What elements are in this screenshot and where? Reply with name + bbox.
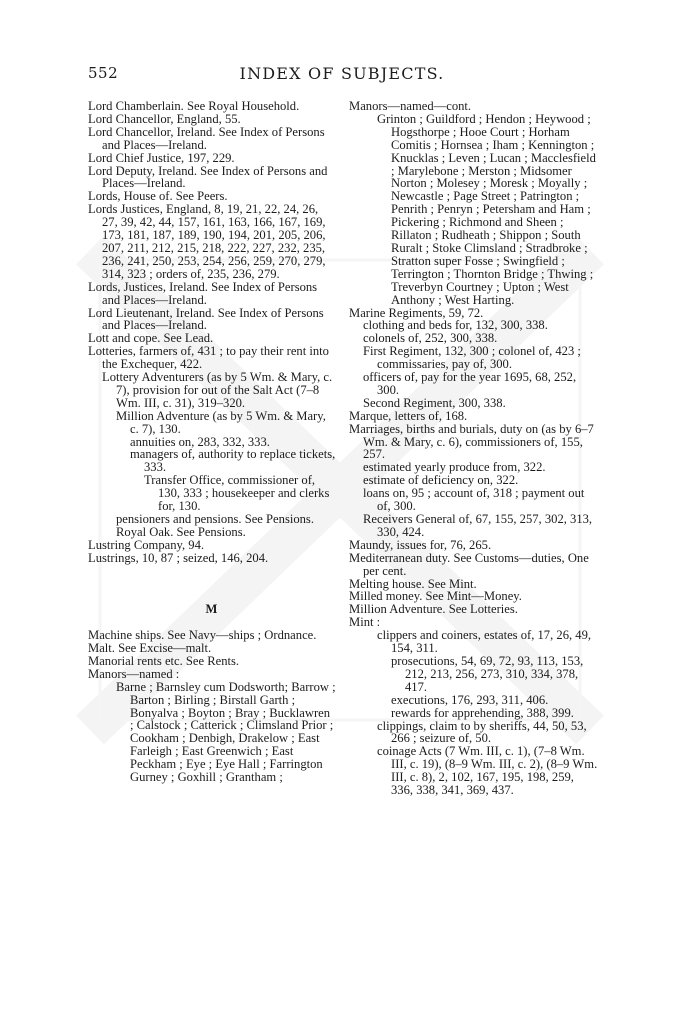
index-entry: Lord Deputy, Ireland. See Index of Persons and Places—Ireland. — [88, 163, 328, 191]
index-entry: Lotteries, farmers of, 431 ; to pay their rent into the Exchequer, 422. — [88, 344, 329, 372]
index-entry: Manors—named—cont. — [349, 99, 472, 113]
index-entry: Lustrings, 10, 87 ; seized, 146, 204. — [88, 550, 269, 565]
index-entry: Lords, Justices, Ireland. See Index of Persons and Places—Ireland. — [88, 279, 318, 307]
index-entry: officers of, pay for the year 1695, 68, 252, 300. — [363, 370, 577, 397]
index-entry: Marriages, births and burials, duty on (as by 6–7 Wm. & Mary, c. 6), commissioners of, 155, 257. — [349, 421, 594, 462]
index-entry: Lords Justices, England, 8, 19, 21, 22, 24, 26, 27, 39, 42, 44, 157, 161, 163, 166, 167, 169, 173, 181, 187, 189, 190, 194, 201, 205, 206, 207, 211, 212, 215, 218, 222, 227, 232, 235, 236, 241, 250, 253, 254, 256, 259, 270, 279, 314, 323 ; orders of, 235, 236, 279. — [88, 202, 326, 281]
index-entry: Grinton ; Guildford ; Hendon ; Heywood ; Hogsthorpe ; Hooe Court ; Horham Comitis ; Hornsea ; Iham ; Kennington ; Knucklas ; Leven ; Lucan ; Macclesfield ; Marylebone ; Merston ; Midsomer Norton ; Molesey ; Moresk ; Moyally ; Newcastle ; Page Street ; Patrington ; Penrith ; Penryn ; Petersham and Ham ; Pickering ; Richmond and Sheen ; Rillaton ; Rudheath ; Shippon ; South Ruralt ; Stoke Climsland ; Stradbroke ; Stratton super Fosse ; Swingfield ; Terrington ; Thornton Bridge ; Thwing ; Treverbyn Courtney ; Upton ; West Anthony ; West Harting. — [377, 111, 596, 307]
index-entry: Lords, House of. See Peers. — [88, 189, 228, 204]
index-entry: colonels of, 252, 300, 338. — [363, 331, 498, 346]
index-entry: Melting house. See Mint. — [349, 576, 477, 591]
page-number: 552 — [88, 64, 119, 82]
index-entry: Lord Chamberlain. See Royal Household. — [88, 99, 300, 113]
section-letter: M — [205, 602, 219, 617]
index-entry: Machine ships. See Navy—ships ; Ordnance. — [88, 628, 317, 643]
index-entry: Lord Chancellor, Ireland. See Index of Persons and Places—Ireland. — [88, 124, 325, 152]
index-entry: Lord Lieutenant, Ireland. See Index of Persons and Places—Ireland. — [88, 305, 324, 333]
index-entry: Lustring Company, 94. — [88, 537, 205, 552]
index-entry: Lottery Adventurers (as by 5 Wm. & Mary, c. 7), provision for out of the Salt Act (7–8 Wm. III, c. 31), 319–320. — [102, 370, 333, 410]
index-entry: loans on, 95 ; account of, 318 ; payment out of, 300. — [363, 486, 585, 514]
index-entry: Million Adventure. See Lotteries. — [349, 602, 518, 617]
index-entry: annuities on, 283, 332, 333. — [130, 434, 270, 449]
index-entry: coinage Acts (7 Wm. III, c. 1), (7–8 Wm. III, c. 19), (8–9 Wm. III, c. 2), (8–9 Wm. III, c. 8), 2, 102, 167, 195, 198, 259, 336, 338, 341, 369, 437. — [377, 744, 598, 798]
index-entry: Mint : — [349, 615, 381, 630]
index-entry: prosecutions, 54, 69, 72, 93, 113, 153, 212, 213, 256, 273, 310, 334, 378, 417. — [391, 653, 584, 694]
index-entry: Lott and cope. See Lead. — [88, 331, 214, 346]
index-entry: Second Regiment, 300, 338. — [363, 395, 506, 410]
blank-line — [88, 578, 336, 591]
index-entry: Lord Chancellor, England, 55. — [88, 111, 241, 126]
index-entry: Manors—named : — [88, 666, 180, 681]
index-entry: First Regiment, 132, 300 ; colonel of, 423 ; commissaries, pay of, 300. — [363, 344, 581, 372]
index-entry: Million Adventure (as by 5 Wm. & Mary, c. 7), 130. — [116, 408, 326, 436]
index-entry: Mediterranean duty. See Customs—duties, One per cent. — [349, 550, 589, 578]
index-entry: rewards for apprehending, 388, 399. — [391, 705, 574, 720]
right-column — [349, 100, 599, 797]
index-entry: estimated yearly produce from, 322. — [363, 460, 546, 475]
index-entry: clippings, claim to by sheriffs, 44, 50, 53, 266 ; seizure of, 50. — [377, 718, 587, 746]
index-entry: Marque, letters of, 168. — [349, 408, 468, 423]
index-entry: Receivers General of, 67, 155, 257, 302, 313, 330, 424. — [363, 512, 593, 539]
blank-line — [88, 565, 336, 578]
index-entry: managers of, authority to replace tickets, 333. — [130, 447, 336, 475]
index-entry: clothing and beds for, 132, 300, 338. — [363, 318, 548, 333]
index-entry: Marine Regiments, 59, 72. — [349, 305, 484, 320]
index-entry: executions, 176, 293, 311, 406. — [391, 692, 549, 707]
index-entry: estimate of deficiency on, 322. — [363, 473, 519, 488]
index-entry: Malt. See Excise—malt. — [88, 641, 212, 655]
index-entry: Lord Chief Justice, 197, 229. — [88, 150, 235, 165]
index-entry: pensioners and pensions. See Pensions. — [116, 512, 314, 526]
index-entry: Manorial rents etc. See Rents. — [88, 653, 240, 668]
page-header — [88, 64, 596, 84]
index-entry: Barne ; Barnsley cum Dodsworth; Barrow ; Barton ; Birling ; Birstall Garth ; Bonyalva ; Boyton ; Bray ; Bucklawren ; Calstock ; Catterick ; Climsland Prior ; Cookham ; Denbigh, Drakelow ; East Farleigh ; East Greenwich ; East Peckham ; Eye ; Eye Hall ; Farrington Gurney ; Goxhill ; Grantham ; — [116, 679, 336, 785]
index-entry: clippers and coiners, estates of, 17, 26, 49, 154, 311. — [377, 628, 592, 656]
left-column — [88, 100, 336, 784]
index-entry: Royal Oak. See Pensions. — [116, 524, 246, 539]
index-entry: Transfer Office, commissioner of, 130, 333 ; housekeeper and clerks for, 130. — [144, 473, 330, 514]
index-entry: Maundy, issues for, 76, 265. — [349, 537, 492, 552]
index-entry: Milled money. See Mint—Money. — [349, 589, 522, 604]
page-title: INDEX OF SUBJECTS. — [239, 64, 445, 83]
